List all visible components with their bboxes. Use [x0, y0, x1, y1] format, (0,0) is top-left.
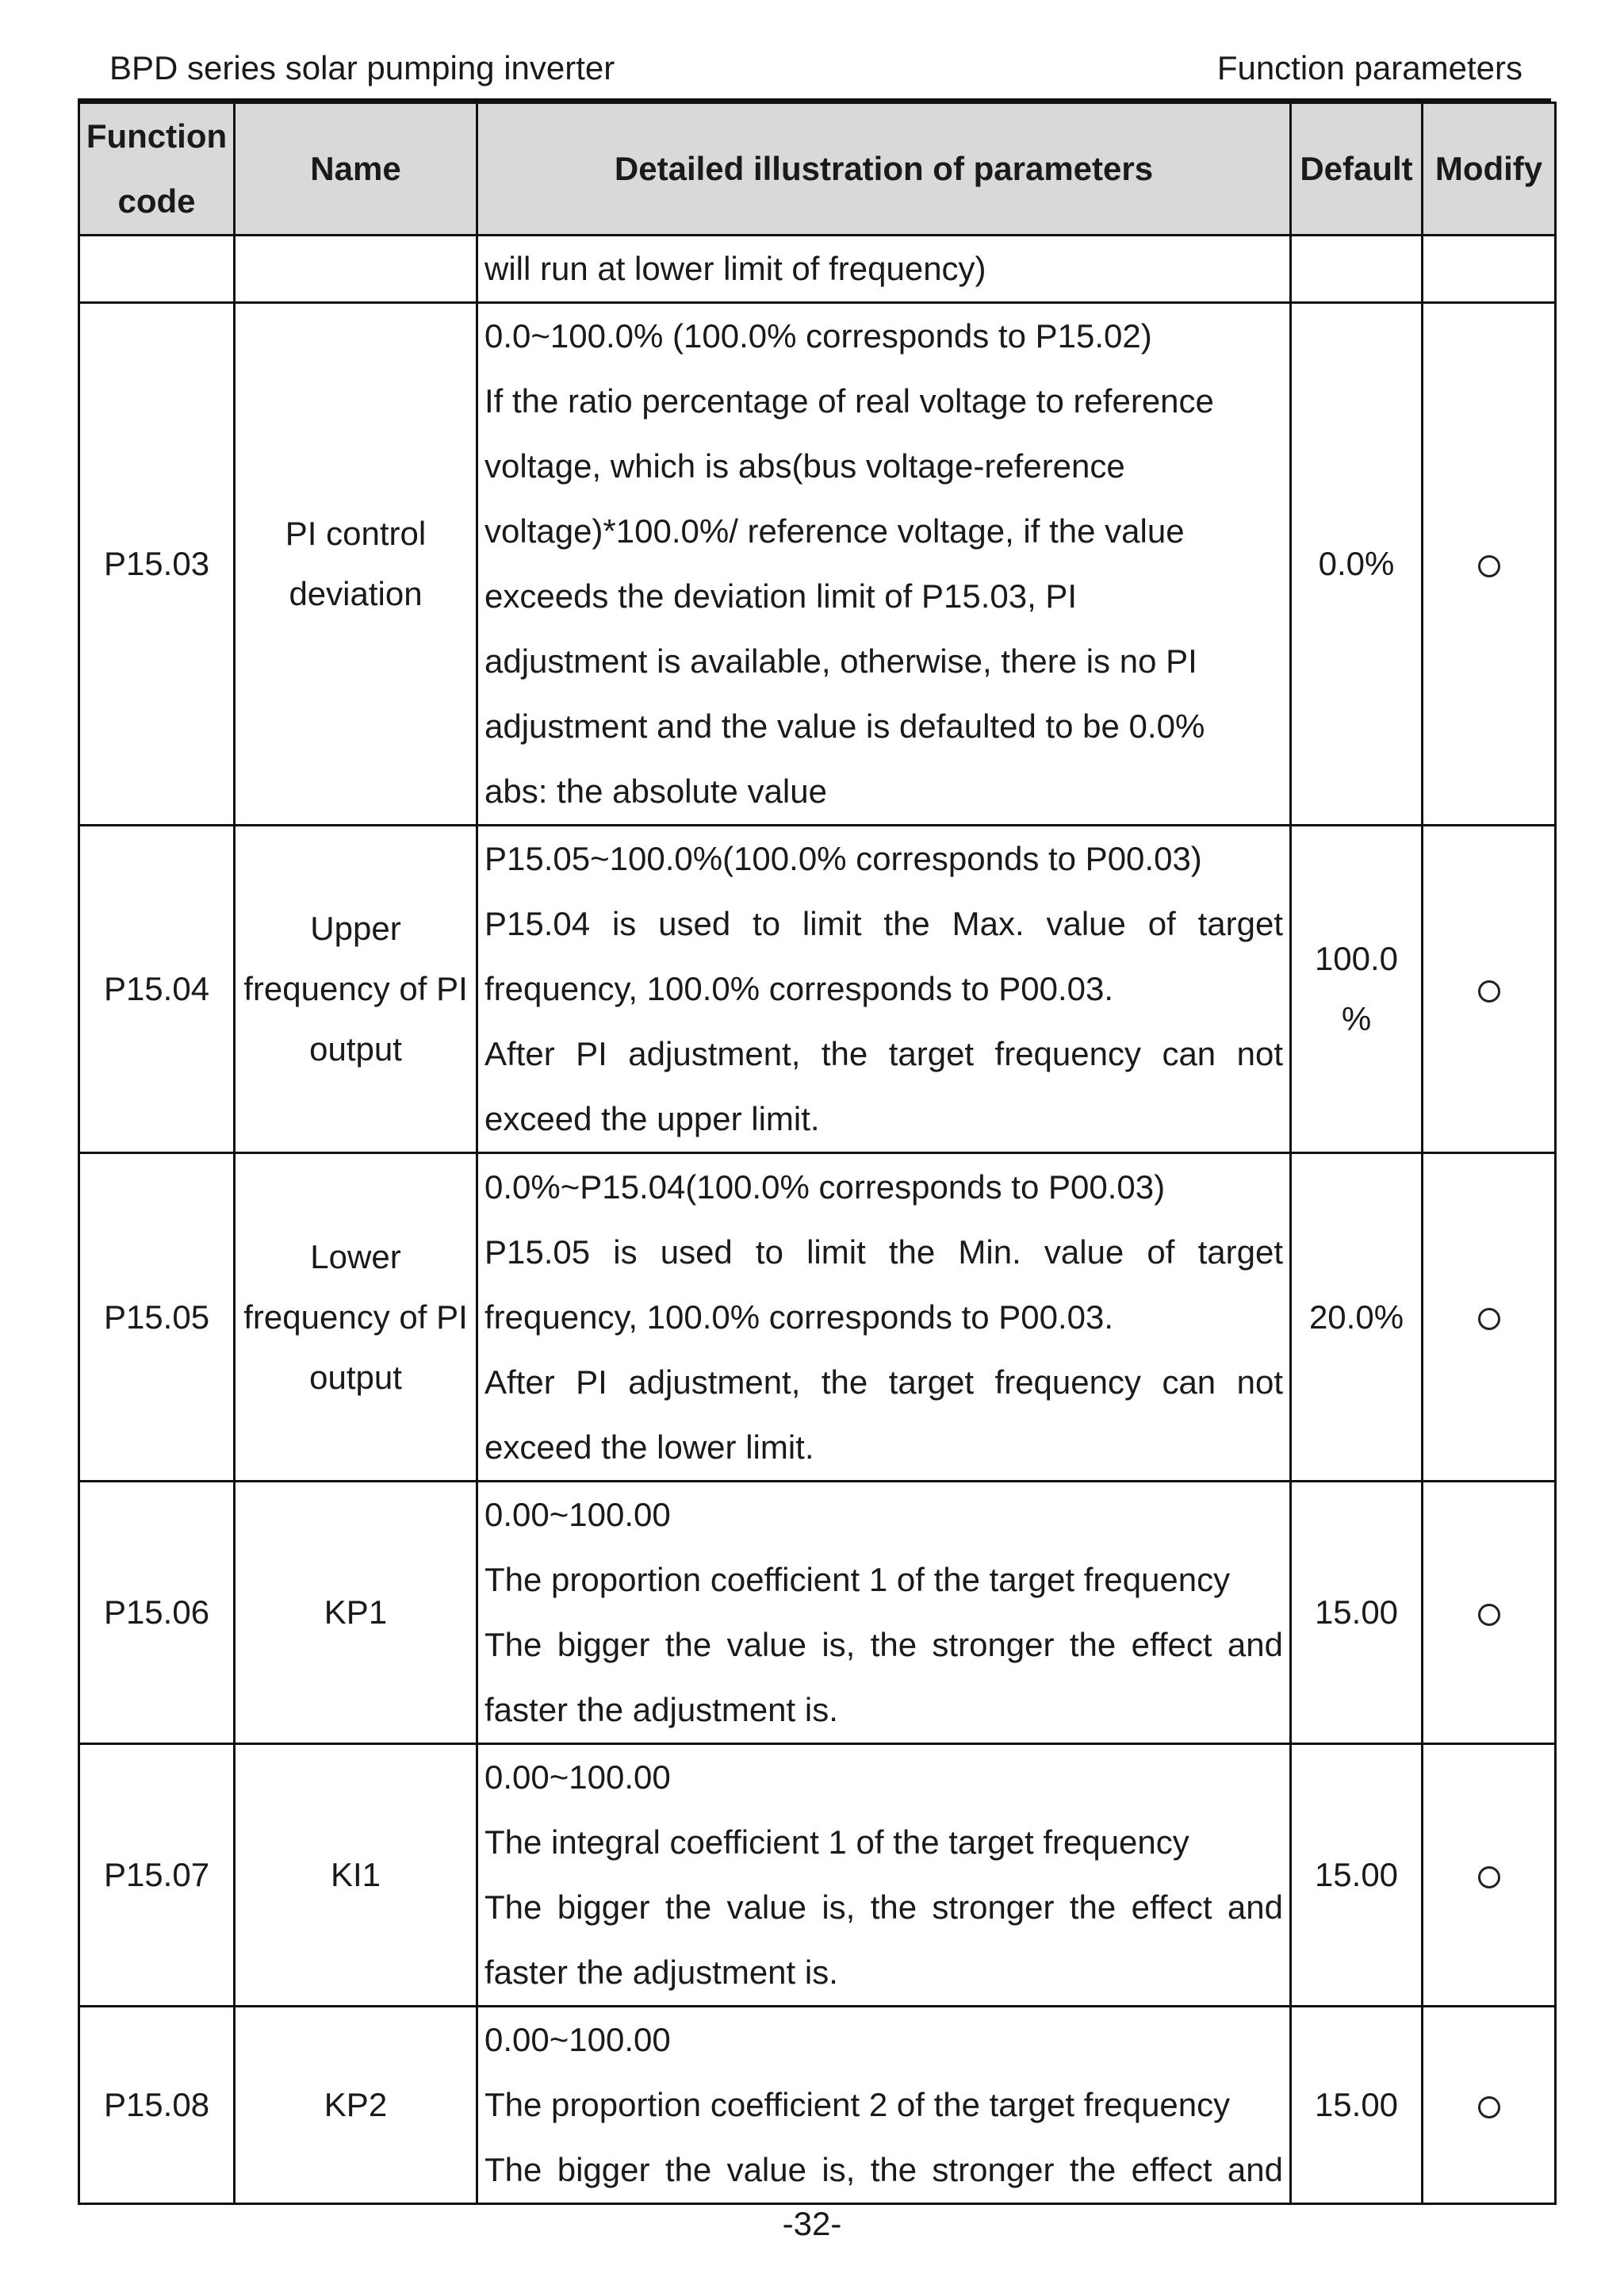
parameter-detail-line: P15.05 is used to limit the Min. value of target [485, 1233, 1283, 1271]
parameter-table [78, 102, 1557, 2205]
default-value-cell [1291, 1153, 1423, 1482]
parameter-name-line: Upper [310, 910, 401, 947]
modify-cell [1423, 1153, 1556, 1482]
parameter-detail-line: 0.00~100.00 [485, 1496, 671, 1533]
parameter-detail-line: abs: the absolute value [485, 773, 827, 810]
parameter-detail-line: The proportion coefficient 1 of the target frequency [485, 1561, 1231, 1598]
table-row [79, 1153, 1556, 1482]
parameter-name-cell [235, 1153, 477, 1482]
parameter-detail-cell [477, 826, 1291, 1153]
parameter-table-body [79, 236, 1556, 2204]
function-code-cell: P15.05 [79, 1153, 235, 1482]
default-value-line: 15.00 [1314, 2086, 1399, 2123]
modifiable-circle-icon [1478, 1308, 1500, 1330]
modify-cell [1423, 2007, 1556, 2204]
default-value-line: 100.0 [1314, 940, 1399, 977]
parameter-name-line: frequency of PI [243, 970, 468, 1007]
modifiable-circle-icon [1478, 1866, 1500, 1888]
parameter-detail-line: 0.00~100.00 [485, 2021, 671, 2058]
table-row [79, 826, 1556, 1153]
column-header-detail: Detailed illustration of parameters [477, 103, 1291, 236]
parameter-name-cell [235, 1744, 477, 2007]
parameter-detail-cell [477, 1153, 1291, 1482]
modify-cell [1423, 1744, 1556, 2007]
parameter-detail-line: After PI adjustment, the target frequency can not [485, 1363, 1283, 1401]
parameter-table-header [79, 103, 1556, 236]
document-header-section: Function parameters [1216, 49, 1522, 86]
default-value-cell [1291, 1482, 1423, 1744]
parameter-detail-line: will run at lower limit of frequency) [485, 250, 986, 287]
parameter-detail-line: If the ratio percentage of real voltage to reference [485, 382, 1214, 420]
parameter-detail-line: 0.00~100.00 [485, 1758, 671, 1796]
table-row [79, 303, 1556, 826]
modify-cell [1423, 303, 1556, 826]
table-row [79, 1482, 1556, 1744]
column-header-default: Default [1291, 103, 1423, 236]
parameter-detail-line: The integral coefficient 1 of the target frequency [485, 1823, 1189, 1861]
parameter-detail-line: exceed the lower limit. [485, 1428, 814, 1466]
column-header-function-code [79, 103, 235, 236]
parameter-detail-line: P15.05~100.0%(100.0% corresponds to P00.03) [485, 840, 1202, 877]
parameter-name-line: deviation [289, 575, 423, 612]
default-value-cell [1291, 826, 1423, 1153]
parameter-detail-cell [477, 236, 1291, 303]
default-value-line: % [1341, 1000, 1372, 1037]
parameter-name-line: KP1 [324, 1593, 388, 1631]
parameter-detail-line: faster the adjustment is. [485, 1691, 838, 1728]
parameter-detail-line: The bigger the value is, the stronger the effect and [485, 1626, 1283, 1663]
modify-cell [1423, 1482, 1556, 1744]
column-header-function-code-line1: Function [86, 117, 228, 155]
parameter-detail-line: exceeds the deviation limit of P15.03, PI [485, 577, 1078, 615]
default-value-cell [1291, 303, 1423, 826]
parameter-detail-line: faster the adjustment is. [485, 1954, 838, 1991]
parameter-detail-line: The proportion coefficient 2 of the target frequency [485, 2086, 1231, 2123]
parameter-detail-line: adjustment and the value is defaulted to be 0.0% [485, 707, 1205, 745]
modifiable-circle-icon [1478, 1604, 1500, 1626]
parameter-detail-line: 0.0%~P15.04(100.0% corresponds to P00.03) [485, 1168, 1166, 1206]
parameter-name-line: KI1 [330, 1856, 381, 1893]
parameter-detail-line: frequency, 100.0% corresponds to P00.03. [485, 1298, 1114, 1336]
function-code-cell [79, 236, 235, 303]
table-row [79, 2007, 1556, 2204]
function-code-cell: P15.07 [79, 1744, 235, 2007]
parameter-detail-cell [477, 1744, 1291, 2007]
column-header-modify: Modify [1423, 103, 1556, 236]
parameter-name-cell [235, 303, 477, 826]
parameter-name-line: PI control [285, 515, 427, 552]
modify-cell [1423, 236, 1556, 303]
function-code-cell: P15.04 [79, 826, 235, 1153]
page-number: -32- [782, 2205, 842, 2242]
parameter-detail-line: P15.04 is used to limit the Max. value of target [485, 905, 1283, 942]
parameter-detail-cell [477, 2007, 1291, 2204]
parameter-detail-line: voltage, which is abs(bus voltage-reference [485, 447, 1125, 485]
default-value-cell [1291, 1744, 1423, 2007]
parameter-detail-line: exceed the upper limit. [485, 1100, 820, 1137]
parameter-name-line: output [309, 1358, 402, 1396]
parameter-detail-line: The bigger the value is, the stronger the effect and [485, 2151, 1283, 2188]
parameter-name-line: output [309, 1030, 402, 1068]
default-value-line: 15.00 [1314, 1593, 1399, 1631]
table-row [79, 236, 1556, 303]
default-value-cell [1291, 236, 1423, 303]
default-value-line: 0.0% [1318, 545, 1395, 582]
parameter-name-line: KP2 [324, 2086, 388, 2123]
function-code-cell: P15.03 [79, 303, 235, 826]
column-header-name: Name [235, 103, 477, 236]
parameter-name-cell [235, 826, 477, 1153]
table-row [79, 1744, 1556, 2007]
parameter-detail-line: 0.0~100.0% (100.0% corresponds to P15.02) [485, 317, 1152, 355]
default-value-line: 20.0% [1308, 1298, 1404, 1336]
default-value-cell [1291, 2007, 1423, 2204]
parameter-name-line: Lower [310, 1237, 401, 1275]
column-header-function-code-line2: code [117, 182, 196, 220]
parameter-detail-line: The bigger the value is, the stronger the effect and [485, 1888, 1283, 1926]
function-code-cell: P15.08 [79, 2007, 235, 2204]
parameter-detail-line: voltage)*100.0%/ reference voltage, if the value [485, 512, 1185, 550]
parameter-detail-line: frequency, 100.0% corresponds to P00.03. [485, 970, 1114, 1007]
parameter-detail-cell [477, 1482, 1291, 1744]
parameter-detail-line: adjustment is available, otherwise, there is no PI [485, 642, 1197, 680]
document-header-title: BPD series solar pumping inverter [109, 49, 615, 86]
parameter-name-cell [235, 1482, 477, 1744]
parameter-name-cell [235, 236, 477, 303]
function-code-cell: P15.06 [79, 1482, 235, 1744]
parameter-detail-line: After PI adjustment, the target frequency can not [485, 1035, 1283, 1072]
modify-cell [1423, 826, 1556, 1153]
modifiable-circle-icon [1478, 2096, 1500, 2118]
parameter-name-line: frequency of PI [243, 1298, 468, 1336]
parameter-name-cell [235, 2007, 477, 2204]
parameter-detail-cell [477, 303, 1291, 826]
modifiable-circle-icon [1478, 555, 1500, 577]
default-value-line: 15.00 [1314, 1856, 1399, 1893]
modifiable-circle-icon [1478, 980, 1500, 1003]
